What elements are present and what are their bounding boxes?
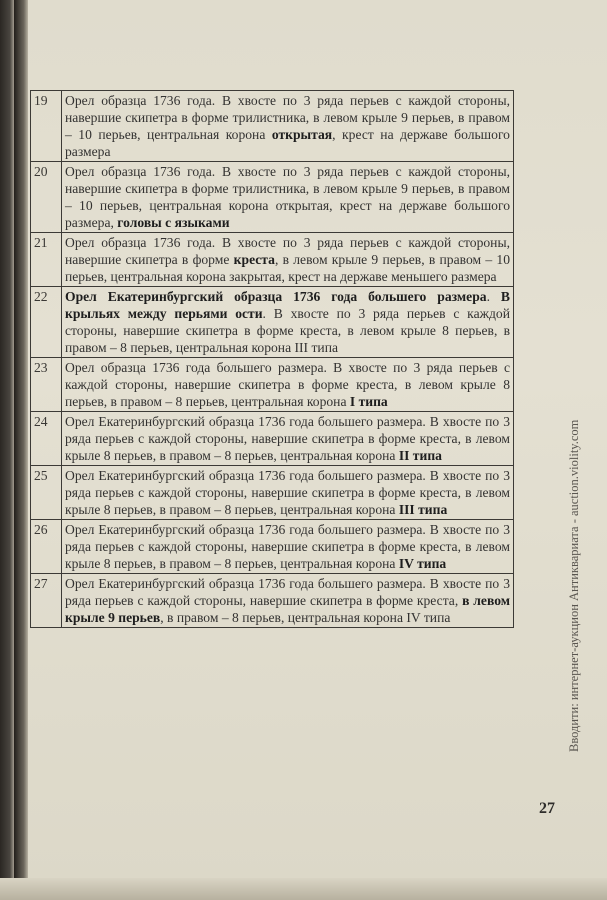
- text-fragment: .: [486, 289, 501, 304]
- text-fragment: Орел Екатеринбургский образца 1736 года большего размера. В хвосте по 3 ряда перьев с каждой стороны, навершие скипетра в форме креста,: [65, 576, 510, 608]
- text-fragment: Орел образца 1736 года. В хвосте по 3 ряда перьев с каждой стороны, навершие скипетра в форме: [65, 235, 510, 267]
- text-fragment: Орел образца 1736 года. В хвосте по 3 ряда перьев с каждой стороны, навершие скипетра в форме трилистника, в левом крыле 9 перьев, в правом – 10 перьев, центральная корона: [65, 93, 510, 142]
- text-fragment: Орел Екатеринбургский образца 1736 года большего размера. В хвосте по 3 ряда перьев с каждой стороны, навершие скипетра в форме креста, в левом крыле 8 перьев, в правом – 8 перьев, центральная корона: [65, 414, 510, 463]
- bold-text-fragment: I типа: [349, 394, 388, 409]
- text-fragment: . В хвосте по 3 ряда перьев с каждой стороны, навершие скипетра в форме креста, в левом крыле 8 перьев, в правом – 8 перьев, центральная корона III типа: [65, 306, 510, 355]
- row-number: 26: [31, 520, 62, 574]
- bold-text-fragment: II типа: [398, 448, 442, 463]
- row-description: [62, 574, 514, 628]
- table-row: [31, 233, 514, 287]
- row-description: [62, 287, 514, 358]
- table-row: [31, 520, 514, 574]
- table-row: [31, 412, 514, 466]
- book-page: [14, 0, 607, 900]
- bold-text-fragment: В крыльях между перьями ости: [65, 289, 510, 321]
- row-number: 27: [31, 574, 62, 628]
- row-description: [62, 412, 514, 466]
- table-row: [31, 466, 514, 520]
- row-description: [62, 520, 514, 574]
- entries-table: [30, 90, 514, 628]
- bold-text-fragment: в левом крыле 9 перьев: [65, 593, 510, 625]
- row-number: 23: [31, 358, 62, 412]
- row-description: [62, 358, 514, 412]
- row-number: 21: [31, 233, 62, 287]
- table-row: [31, 358, 514, 412]
- table-row: [31, 91, 514, 162]
- bold-text-fragment: креста: [233, 252, 275, 267]
- bold-text-fragment: открытая: [271, 127, 333, 142]
- row-number: 22: [31, 287, 62, 358]
- text-fragment: , в правом – 8 перьев, центральная корона IV типа: [160, 610, 451, 625]
- table-row: [31, 162, 514, 233]
- text-fragment: Орел образца 1736 года большего размера. В хвосте по 3 ряда перьев с каждой стороны, навершие скипетра в форме креста, в левом крыле 8 перьев, в правом – 8 перьев, центральная корона: [65, 360, 510, 409]
- row-description: [62, 233, 514, 287]
- row-number: 19: [31, 91, 62, 162]
- text-fragment: , в левом крыле 9 перьев, в правом – 10 перьев, центральная корона закрытая, крест на державе меньшего размера: [65, 252, 510, 284]
- text-fragment: Орел Екатеринбургский образца 1736 года большего размера. В хвосте по 3 ряда перьев с каждой стороны, навершие скипетра в форме креста, в левом крыле 8 перьев, в правом – 8 перьев, центральная корона: [65, 522, 510, 571]
- bold-text-fragment: Орел Екатеринбургский образца 1736 года большего размера: [65, 289, 487, 304]
- page-number: 27: [539, 800, 555, 817]
- row-description: [62, 162, 514, 233]
- page-bottom-edge: [0, 878, 607, 900]
- text-fragment: Орел Екатеринбургский образца 1736 года большего размера. В хвосте по 3 ряда перьев с каждой стороны, навершие скипетра в форме креста, в левом крыле 8 перьев, в правом – 8 перьев, центральная корона: [65, 468, 510, 517]
- text-fragment: , крест на державе большого размера: [65, 127, 510, 159]
- table-row: [31, 287, 514, 358]
- row-description: [62, 466, 514, 520]
- side-watermark-note: Вводити: интернет-аукцион Антиквариата - auction.violity.com: [567, 419, 581, 752]
- bold-text-fragment: головы с языками: [117, 215, 230, 230]
- row-number: 20: [31, 162, 62, 233]
- binding-shadow: [14, 0, 28, 900]
- row-number: 25: [31, 466, 62, 520]
- row-number: 24: [31, 412, 62, 466]
- row-description: [62, 91, 514, 162]
- bold-text-fragment: IV типа: [398, 556, 447, 571]
- table-row: [31, 574, 514, 628]
- entries-table-body: [31, 91, 514, 628]
- bold-text-fragment: III типа: [398, 502, 448, 517]
- text-fragment: Орел образца 1736 года. В хвосте по 3 ряда перьев с каждой стороны, навершие скипетра в форме трилистника, в левом крыле 9 перьев, в правом – 10 перьев, центральная корона открытая, крест на державе большого размера,: [65, 164, 510, 230]
